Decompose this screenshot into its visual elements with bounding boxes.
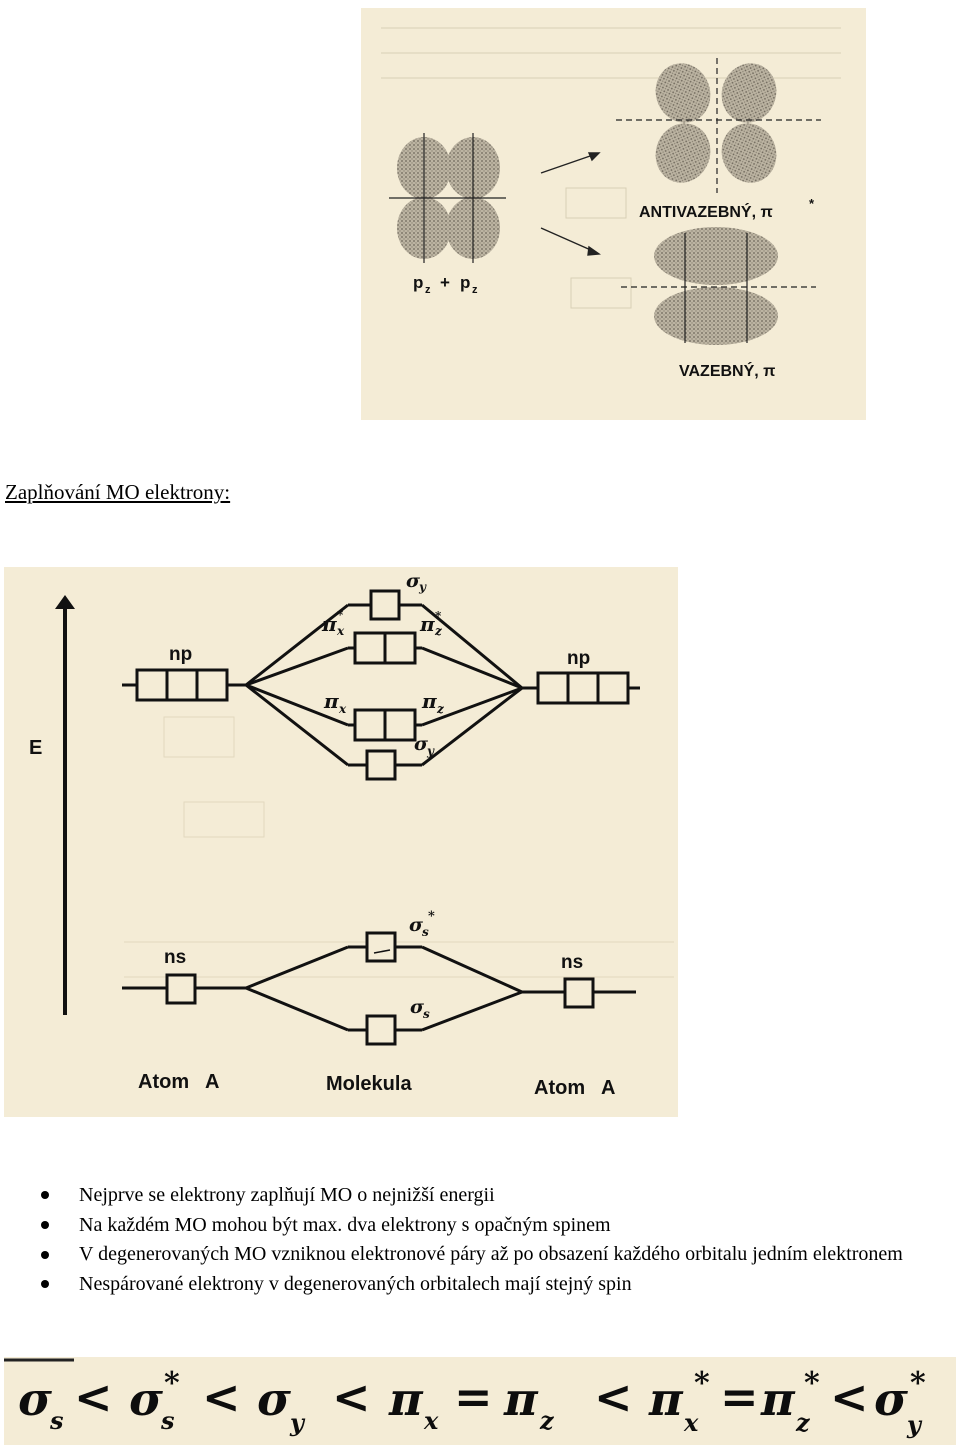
left-pz-label: p <box>413 273 424 292</box>
background-ghost <box>124 717 674 977</box>
pi-x-star-star: * <box>337 608 344 622</box>
sigma-s-sub: s <box>423 1007 430 1021</box>
svg-text:x: x <box>684 1408 699 1437</box>
antibonding-label: ANTIVAZEBNÝ, π <box>639 204 773 221</box>
order-pi-z: π <box>504 1372 538 1426</box>
pz-combination-svg <box>361 8 866 420</box>
svg-text:*: * <box>164 1366 180 1401</box>
sigma-y-star-sub: y <box>419 580 426 594</box>
pi-z-star-label: π <box>420 612 435 636</box>
order-sigma-s: σ <box>18 1372 52 1426</box>
order-eq-1: = <box>454 1370 493 1424</box>
order-lt-5: < <box>830 1370 869 1424</box>
order-pi-x-star: π <box>649 1372 683 1426</box>
svg-text:s: s <box>50 1406 64 1435</box>
order-pi-x: π <box>389 1372 423 1426</box>
left-np-label: np <box>169 644 193 665</box>
order-eq-2: = <box>720 1370 759 1424</box>
bonding-lobes <box>621 227 816 345</box>
energy-axis <box>55 595 75 1015</box>
antibonding-star: * <box>809 196 815 211</box>
svg-text:x: x <box>424 1406 439 1435</box>
energy-order-svg <box>4 1357 956 1445</box>
mo-diagram-svg <box>4 567 678 1117</box>
pi-z-star-star: * <box>435 609 442 623</box>
order-lt-3: < <box>332 1370 371 1424</box>
molecule-label: Molekula <box>326 1073 412 1095</box>
arrow-icons <box>541 153 599 255</box>
sigma-s-label: σ <box>410 996 425 1018</box>
sigma-s-star-label: σ <box>409 914 424 936</box>
sigma-s-star-sub: s <box>422 925 429 939</box>
orbital-boxes <box>137 591 628 1044</box>
atom-left-label: Atom A <box>138 1071 220 1093</box>
pz-pz-lobes <box>389 133 506 263</box>
pi-x-star-label: π <box>322 612 337 636</box>
pi-x-label: π <box>324 689 339 713</box>
pi-z-star-sub: z <box>435 624 442 638</box>
order-lt-1: < <box>74 1370 113 1424</box>
bullet-icon <box>41 1221 49 1229</box>
svg-text:*: * <box>910 1366 926 1401</box>
pi-x-star-sub: x <box>337 624 345 638</box>
bonding-label: VAZEBNÝ, π <box>679 363 776 380</box>
svg-text:*: * <box>694 1366 710 1401</box>
order-sigma-y-star: σ <box>874 1372 908 1426</box>
svg-text:y: y <box>290 1408 304 1437</box>
sigma-y-star-label: σ <box>406 570 421 592</box>
right-np-label: np <box>567 648 591 669</box>
bullet-icon <box>41 1251 49 1259</box>
antibonding-lobes <box>616 56 821 193</box>
left-ns-label: ns <box>164 947 187 968</box>
svg-text:z: z <box>540 1406 554 1435</box>
right-ns-label: ns <box>561 952 584 973</box>
plus-sign: + <box>440 273 450 292</box>
svg-text:y: y <box>907 1410 921 1439</box>
section-heading: Zaplňování MO elektrony: <box>5 480 231 504</box>
list-item: Nespárované elektrony v degenerovaných orbitalech mají stejný spin <box>0 1269 940 1299</box>
order-sigma-s-star: σ <box>129 1372 163 1426</box>
mo-energy-diagram <box>4 567 678 1117</box>
atom-right-label: Atom A <box>534 1077 616 1099</box>
list-item: Nejprve se elektrony zaplňují MO o nejnižší energii <box>0 1180 940 1210</box>
right-pz-sub: z <box>472 284 478 296</box>
bullet-icon <box>41 1280 49 1288</box>
left-pz-sub: z <box>425 284 431 296</box>
order-pi-z-star: π <box>761 1372 795 1426</box>
bullet-icon <box>41 1191 49 1199</box>
sigma-s-star-star: * <box>428 909 435 924</box>
order-lt-2: < <box>202 1370 241 1424</box>
pz-combination-figure <box>361 8 866 420</box>
svg-text:*: * <box>804 1366 820 1401</box>
order-sigma-y: σ <box>257 1372 291 1426</box>
pi-z-sub: z <box>437 702 444 716</box>
pi-z-label: π <box>422 689 437 713</box>
sigma-y-label: σ <box>414 733 429 755</box>
energy-label: E <box>29 737 43 759</box>
energy-order-strip <box>4 1357 956 1445</box>
right-pz-label: p <box>460 273 471 292</box>
pi-x-sub: x <box>339 702 347 716</box>
rules-list <box>0 1180 940 1299</box>
svg-text:s: s <box>161 1406 175 1435</box>
list-item: V degenerovaných MO vzniknou elektronové páry až po obsazení každého orbitalu jedním elektronem <box>0 1240 940 1269</box>
list-item: Na každém MO mohou být max. dva elektrony s opačným spinem <box>0 1210 940 1240</box>
order-lt-4: < <box>594 1370 633 1424</box>
sigma-y-sub: y <box>427 744 434 758</box>
svg-text:z: z <box>796 1408 810 1437</box>
